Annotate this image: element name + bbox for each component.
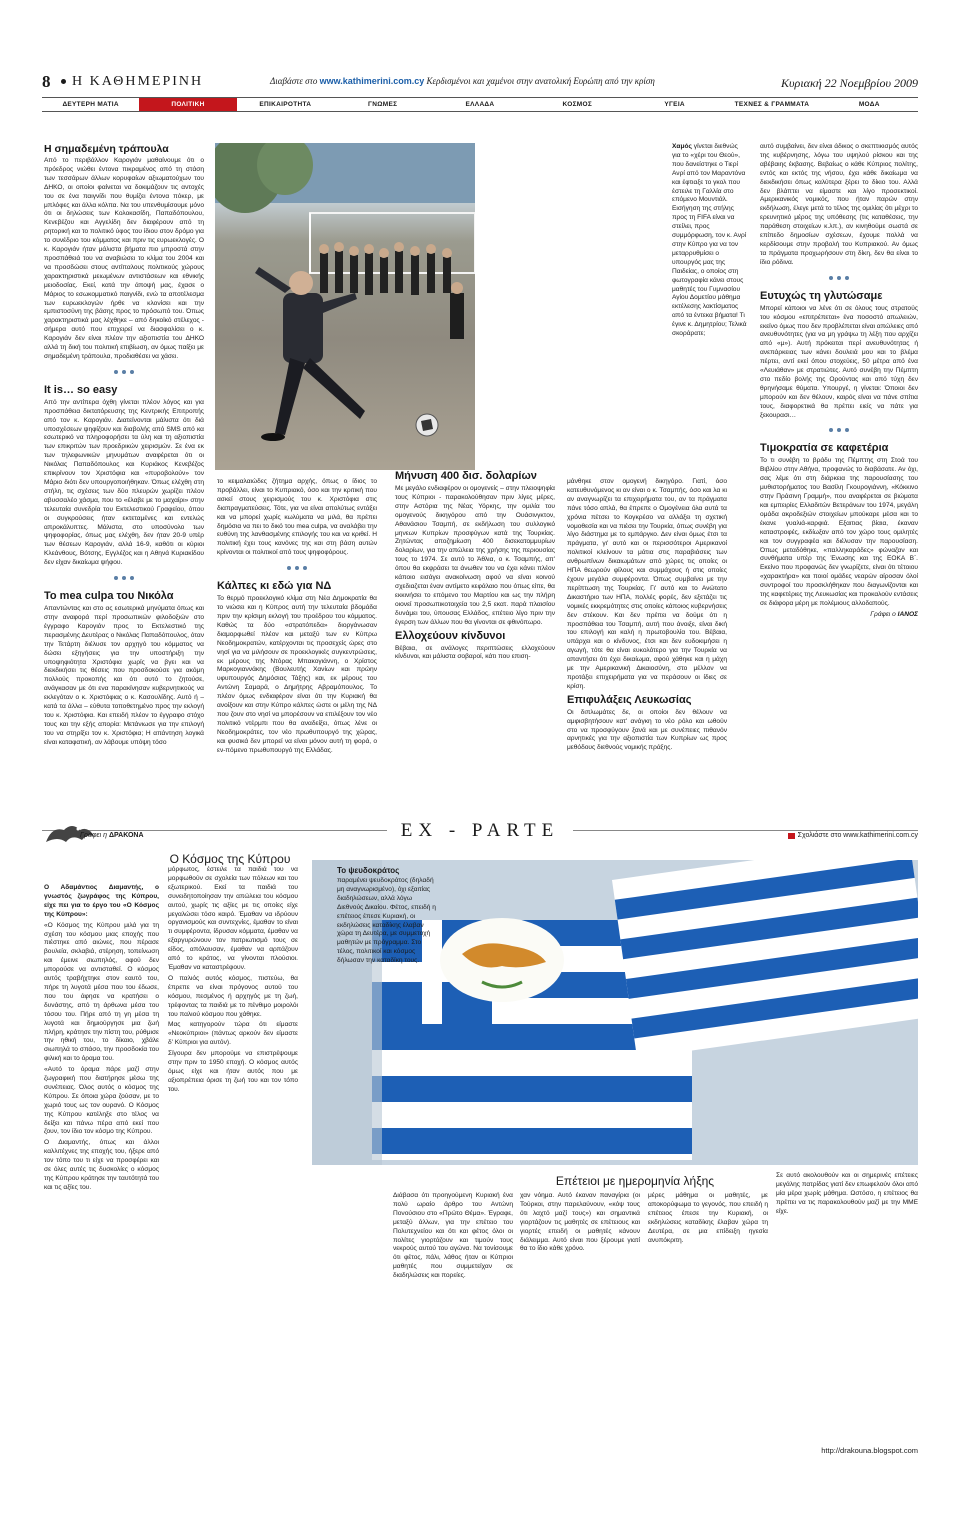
anniversary-column-2 <box>520 1192 640 1444</box>
column-1 <box>44 143 204 803</box>
ex-parte-title: EX - PARTE <box>0 820 960 842</box>
paragraph: αυτό συμβαίνει, δεν είναι άδικος ο σκεπτικισμός αυτός της κυβέρνησης, λόγω του υψηλού ρίσκου και της αβέβαιης έκβασης. Βεβαίως ο κάθε Κύπριος πολίτης, εντός και εκτός της νήσου, έχει κάθε δικαίωμα να διεκδικήσει όπως καλύτερα ξέρει το δίκιο του. Αλλά δεν βλάπτει να είμαστε και λίγο προσεκτικοί. Αμερικανικός νομικός, που ήταν παρών στην εκδήλωση, έλεγε μετά το τέλος της ομιλίας ότι μέχρι το ερευνητικό μέρος της υπόθεσης (τις καταθέσεις, την παράθεση στοιχείων κ.λπ.), αν κινηθούμε σωστά σε επίπεδο δημοσίων σχέσεων, έχουμε πολλά να κερδίσουμε στην προβολή του Κυπριακού. Αν όμως τα πράγματα προχωρήσουν στη δίκη, δεν θα είναι το ίδιο ρόδινα. <box>760 143 918 266</box>
paragraph: Μας κατηγορούν τώρα ότι είμαστε «Νεοκύπριοι» (πάντως αρκούν δεν είμαστε δ' Κύπριοι για αυτόν). <box>168 1021 298 1047</box>
paragraph: «Ο Κόσμος της Κύπρου μιλά για τη σχέση του κόσμου μιας εποχής που πιέστηκε από αιώνες, που πέρασε βουλεία, σκλαβιά, στέρηση, τοπείνωση και έμεινε σιωπηλός, αφού δεν μπορούσε να αντισταθεί. Ο κόσμος αυτός τραβήχτηκε στον εαυτό του, πήρε τη λυγοτά μέσα που του έδωσε, που του άφησε να κρατήσει ο δυνάστης, από τη άρθωνα μέσα του τόσου του. Πήρε από τη γη μέσα τη λυγοτά και δημιούργησε μια ζωή πλήρη, κράτησε την πίστη του, ρύθμισε την ηθική του, το δίκαιο, χβάλε σιωπηλά το σπάσο, την προσδοκία του φιλική και το όραμα του. <box>44 921 159 1063</box>
promo-text: Κερδισμένοι και χαμένοι στην ανατολική Ευρώπη από την κρίση <box>426 76 655 86</box>
nav-item[interactable]: ΚΟΣΜΟΣ <box>562 101 593 108</box>
paragraph: χαν νόημα. Αυτό έκαναν παναγίρια (οι Τούρκοι, στην παρελαύνουν, «κόψ τους ότι λαχτό μαζί τους») και σημαντικά γιορτάζουν τις μαθητές σε επέτειους και γιορτές επειδή οι μαθητές κάνουν διάλειμμα. Αυτό είναι που ξέρουμε γιατί θα το ίδιο κάθε χρόνο. <box>520 1192 640 1253</box>
ex-parte-byline <box>80 832 144 839</box>
headline: Ευτυχώς τη γλυτώσαμε <box>760 289 883 302</box>
headline: Επιφυλάξεις Λευκωσίας <box>567 693 692 706</box>
signature-prefix: Γράφει ο <box>870 610 896 618</box>
separator <box>760 276 918 280</box>
bullet-icon <box>61 79 66 84</box>
paragraph: Διάβασα ότι προηγούμενη Κυριακή ένα πολύ ωραίο άρθρο του Αντώνη Πονούσιου στο «Πρώτο Θέμα». Έγραφε, μεταξύ άλλων, για την επέτειο του Πολυτεχνείου και ότι και φέτος όλοι οι πολίτες γιορτάζουν και τιμούν τους νεκρούς αυτού του αγώνα. Να τονίσουμε ότι φέτος, πάλι, λάθος ήταν οι Κύπριοι μαθητές που συμμετείχαν σε διαδηλώσεις και πορείες. <box>393 1192 513 1280</box>
nav-item[interactable]: ΓΝΩΜΕΣ <box>368 101 398 108</box>
paragraph: «Αυτό το όραμα πάρε μαζί στην ζωγραφική που διατήρησε μέσω της συνέπειας. Όλος αυτός ο κόσμος της Κύπρου. Σε όποια χώρα ζούσαν, με το χωριό τους ως τον ουρανό. Ο Κόσμος της Κύπρου κατέληξε στο τέλος να δείξει και πάνω πέρα από εκεί που ζουν, τον ίδιο τον κόσμο της Κύπρου. <box>44 1066 159 1136</box>
masthead <box>42 72 918 94</box>
football-photo-art <box>215 143 475 470</box>
section-nav <box>42 97 918 112</box>
column-2-lower <box>217 478 377 806</box>
footer-blog-link[interactable]: http://drakouna.blogspot.com <box>821 1446 918 1455</box>
football-photo <box>215 143 475 470</box>
anniversary-column-1 <box>393 1192 513 1444</box>
separator <box>44 370 204 374</box>
paragraph: Σίγουρα δεν μπορούμε να επιστρέψουμε στην πριν το 1950 εποχή. Ο κόσμος αυτός όμως είχε και ήταν αυτός που με αξιοπρέπεια όρισε τη ζωή του και τον τόπο του. <box>168 1050 298 1093</box>
nav-item[interactable]: ΕΠΙΚΑΙΡΟΤΗΤΑ <box>259 101 312 108</box>
column-4-lower <box>567 478 727 806</box>
nav-item[interactable]: ΕΛΛΑΔΑ <box>465 101 495 108</box>
anniversary-column-3 <box>648 1192 768 1444</box>
headline: It is… so easy <box>44 383 118 396</box>
comment-link[interactable] <box>788 832 918 839</box>
comment-icon <box>788 833 795 839</box>
nav-item[interactable]: ΜΟΔΑ <box>858 101 880 108</box>
headline: Το mea culpa του Νικόλα <box>44 590 174 603</box>
paragraph: Απαντώντας και στο ας εσωτερικά μηνύματα όπως και στην αναφορά περί προσωπικών φιλοδοξιών στο έγγραφο Καρογιάν προς το Εκτελεστικό της περασμένης Δευτέρας ο Νικόλας Παπαδόπουλος, όταν την Τετάρτη διέλυσε τον αρχηγό του κόμματος να δώσει εξηγήσεις για την υποστήριξη την υποψηφιότητα Χριστόφια χωρίς να βγει και να διεκδικήσει τις θέσεις που προσδοκούσε για ακόμη πολλούς προκοπής και ότι αυτό το ζητούσε, ανάγκασαν με ότι ενα παρακίνησαν κυβερνητικούς να εκλεγόταν ο κ. Χριστόφιας ο κ. Κασουλίδης. Αυτό ή – κατά τα άλλα – εύθυτα τοποθετημένο προς την εκλογή του κ. Χριστόφια. Και επειδή πλέον το έγγραφο στόχο τους και την εξής απορία: Μετάνιωσε για την επιλογή του να στηρίξει τον κ. Χριστόφια; Η απάντηση λογικά είναι καταφατική, αν λάβουμε υπόψη τόσο <box>44 605 204 746</box>
photo-caption <box>672 143 747 468</box>
page-number: 8 <box>42 72 51 91</box>
headline: Τιμοκρατία σε καφετέρια <box>760 442 889 455</box>
headline: Η σημαδεμένη τράπουλα <box>44 143 169 155</box>
promo-prefix: Διαβάστε στο <box>270 76 318 86</box>
caption-text: γίνεται διεθνώς για το «χέρι του Θεού», που δανείστηκε ο Τιερί Ανρί από τον Μαραντόνα και έφτιαξε το γκολ που έστειλε τη Γαλλία στο επόμενο Μουντιάλ. Εισήγηση της στήλης προς τη FIFA είναι να στείλει, προς συμμόρφωση, τον κ. Ανρί στην Κύπρο για να τον μεταρρυθμίσει ο υπουργός μας της Παιδείας, ο οποίος στη φωτογραφία κάνει στους μαθητές του Γυμνασίου Αγίου Δομετίου μάθημα εκτέλεσης λακτίσματος από τα έντεκα βήματα! Τι έγινε κ. Δημητρίου; Τελικά σκοράρατε; <box>672 143 747 338</box>
paragraph: Οι διπλωμάτες δε, οι οποίοι δεν θέλουν να αμφισβητήσουν κατ' ανάγκη το νέο ρόλο και ωθούν στο να προσφύγουν ξανά και με συνέπειες πιθανόν αρνητικές για την αξιοπιστία των Κυπρίων ως προς μεθόδους διεθνούς νομικής πράξης. <box>567 708 727 752</box>
paragraph: Από την αντίπερα όχθη γίνεται πλέον λόγος και για προσπάθεια δικτατόρευσης της Κεντρικής Επιτροπής από τον κ. Καρογιάν. Διατείνονται μάλιστα ότι διά υποσχέσεων ψηφίζουν και διαβολής από SMS από κα εσωτερικό να πληροφορήσει τα ύλη και τη αξιοπιστία των επικριτών των προεδρικών χειρισμών. Σε ένα εκ των τηλεφωνικών μηνυμάτων αναφέρεται ότι οι Νικόλας Παπαδόπουλος και Κυριάκος Κενεβέζος επικρίνουν τον Χριστόφια και «πυροβολούν» τον Μάριο διότι δεν υπουργοποιήθηκαν. Όπως ελέχθη στη στήλη, τις σχέσεις των δύο πλευρών χωρίζει πλέον αβυσσαλέο χάσμα, που το «έλαβε με το μαχαίρι» στην τελευταία συνεδρία του Εκτελεστικού Γραφείου, όπου οι συγκρούσεις ήταν εκτεταμένες και εντελώς απροκάλυπτες. Μάλιστα, στο υποσύνολο των ψηφοφορίας, όπως μας ελέχθη, δεν ήταν 20-9 υπέρ των θέσεων Καρογιάν, αλλά 16-9, καθότι οι κύριοι Κλεάνθους, Βότσης, Εγγλέζος και η Αθηνά Κυριακίδου δεν είχαν δικαίωμα ψήφου. <box>44 398 204 567</box>
separator <box>760 428 918 432</box>
byline-name: ΔΡΑΚΟΝΑ <box>108 832 144 839</box>
paragraph: Από το περιβάλλον Καρογιάν μαθαίνουμε ότι ο πρόεδρος νιώθει έντονα πικραμένος από τη στάση των τεσσάρων άλλων κορυφαίων αξιωματούχων του ΔΗΚΟ, οι οποίοι φαίνεται να δοκιμάζουν τις αντοχές του σε ένα παιγνίδι που θυμίζει έντονα πόκερ, με μπλόφες και άλλα κόλπα. Να του υπενθυμίσουμε μόνο ότι οι δηλώσεις των Κολοκασίδη, Παπαδόπουλου, Κενεβέζου και Αγγελίδη δεν διαφέρουν από τη ρητορική και το πολιτικό ύφος του ίδιου στον δρόμο για το συνέδριο του κόμματος και πριν τις ευρωεκλογές. Ο κ. Καρογιάν ήταν μάλιστα βήματα πιο μπροστά στην προσπάθειά του να αναβιώσει το κλίμα του 2004 και να προσδώσει στους αντίπαλους πολιτικούς χώρους χαρακτηριστικά μειωμένων αντιστάσεων και εθνικής μειοδοσίας. Εκεί, κατά την άποψή μας, έχασε ο Μάριος το εσωκομματικό παιγνίδι, ενώ τα αποτέλεσμα των ευρωεκλογών ήρθε να κλονίσει και την εμπιστοσύνη της βάσης προς το πρόσωπό του. Όπως χαρακτηριστικά μας λέχθηκε – από δηκοϊκό στέλεχος - σήμερα αυτό που επιχειρεί να διασφαλίσει ο κ. Καρογιάν δεν είναι πλέον την αξιοπιστία του ΔΗΚΟ αλλά τη δική του πολιτική επιβίωση, αν όμως παίξει με σημαδεμένη τράπουλα, προδιαθέσει να χάσει. <box>44 157 204 360</box>
nav-item[interactable]: ΥΓΕΙΑ <box>664 101 685 108</box>
comment-link-text[interactable]: Σχολιάστε στο www.kathimerini.com.cy <box>797 832 918 839</box>
paragraph: μέρες μάθημα οι μαθητές, με αποκορύφωμα το γεγονός, που επειδή η επέτειος έπεσε την Κυριακή, οι εκδηλώσεις καταδίκης έλαβαν χώρα τη Δευτέρα, σε μια επίδειξη ηγεσία ανυπόκριτη. <box>648 1192 768 1244</box>
signature-name: ΙΑΝΟΣ <box>897 610 918 618</box>
headline: Το ψευδοκράτος <box>337 866 400 875</box>
issue-date: Κυριακή 22 Νοεμβρίου 2009 <box>781 76 918 90</box>
paragraph: Ο Διαμαντής, όπως και άλλοι καλλιτέχνες της εποχής του, ήξερε από τον τόπο του τι είχε να προσφέρει και σε όλες αυτές τις δυσκολίες ο κόσμος της Κύπρου κράτησε την ταυτότητά του και τις αξίες του. <box>44 1139 159 1191</box>
paragraph: Σε αυτό ακολουθούν και οι σημερινές επέτειες μεγάλης πατρίδας γιατί δεν επωφελούν όλοι από μία μέρα χωρίς μάθημα. Ωστόσο, η επέτειος θα πρέπει να τις παρακολουθούν μαζί με την ΜΜΕ είχε. <box>776 1172 918 1215</box>
paragraph: μόρφωτος, έστειλε τα παιδιά του να μορφωθούν σε σχολεία των πόλεων και του εξωτερικού. Εκεί τα παιδιά του συνειδητοποίησαν την απώλεια του κόσμου αυτού, χωρίς τις αξίες με τις οποίες είχε μεγαλώσει τόσο καιρό. Έμαθαν να ιδρύουν οργανισμούς και συντεχνίες, έμαθαν το είναι τι συμφέροντα, ίδρυσαν κόμματα, έμαθαν να εξαργυρώνουν τον πατριωτισμό τους σε είδος, απόλαυσαν, έμαθαν να αρπάζουν από το κράτος, να γίνονται πλούσιοι. Έμαθαν να καταστρέφουν. <box>168 866 298 971</box>
nav-item[interactable]: ΔΕΥΤΕΡΗ ΜΑΤΙΑ <box>62 101 119 108</box>
promo-line <box>270 76 655 86</box>
caption-lead: Χαμός <box>672 143 692 150</box>
pseudostate-column <box>337 866 437 1026</box>
signature <box>760 611 918 620</box>
separator <box>217 566 377 570</box>
article-title: Επέτειοι με ημερομηνία λήξης <box>555 1174 715 1188</box>
paragraph: Μπορεί κάποιοι να λένε ότι σε όλους τους στρατούς του κόσμου «επιτρέπεται» ένα ποσοστό απωλειών, εκείνο όμως που δεν προβλέπεται είναι απώλειες από ανευθυνότητες (για να μη γράψω τη λέξη που αρχίζει από «μ»). Αυτή πρόκειται περί ανευθυνότητας ή ανεπάρκειας των κάνει δουλειά μου και το βλέμα πέρτει, αντί εκεί όπου στοχεύεις, 50 μέτρα από ένα «Λευιάθαν» με στρατιώτες. Αυτό συνέβη την Πέμπτη στο πεδίο βολής της Ορούντας και από τύχη δεν θρηνήσαμε θύματα. Υπουργέ, η γίνεται: Όποιοι δεν μπορούν και δεν θέλουν, καιρός είναι να πάνε σπίτια τους, διαφορετικά θα πρέπει ειείς να πάτε για ξεκουρασι… <box>760 304 918 419</box>
paragraph: Ο παλιός αυτός κόσμος, πιστεύω, θα έπρεπε να είναι πρόγονος αυτού του κόσμου, πεσμένος ή αρχηγός με τη ζωή, τρέφοντας τα παιδιά με το πένθιμο μοιρολόι του παλιού κόσμου που χάθηκε. <box>168 974 298 1018</box>
byline-prefix: Γράφει η <box>80 832 108 839</box>
nav-item-active[interactable]: ΠΟΛΙΤΙΚΗ <box>139 98 236 111</box>
paragraph: μάνθηκε στον ομογενή δικηγόρο. Γιατί, όσο κατευθυνόμενος κι αν είναι ο κ. Τσαμπής, όσο και λα κι αν αναγνωρίζει τα επιχειρήματα του, αν τα πράγματα πάνε τόσο απλά, θα έπρεπε ο Ομογένεια όλα αυτά τα χρόνια πέτσει το Κογκρέσο να αλλάξει τη σχετική νομοθεσία και να πιέσει την Τουρκία, όπως συνέβη για λίγο διάστημα με το εμπάργκο. Δεν είναι όμως έτσι τα πράγματα, γι' αυτό και οι περισσότεροι Αμερικανοί πολιτικοί κλείνουν τα μάτια στις παραβιάσεις των ανθρωπίνων δικαιωμάτων από χώρες τις οποίες οι ΗΠΑ θεωρούν φίλους και συμμάχους ή στις οποίες έχουν μεγάλα συμφέροντα. Όπως συμβαίνει με την περίπτωση της Τουρκίας. Γι' αυτό και το Ανώτατο Δικαστήριο των ΗΠΑ, πολλές φορές, δεν εξετάζει τις νομικές εκκρεμότητες στις οποίες κάποιος κυβερνήσεις δεν στέκουν. Και δεν πρέπει να δούμε ότι η προσπάθεια του Τσαμπή, αυτή που άνοιξε, είναι δική του επιλογή και καλή η πρωτοβουλία του. Βέβαια, υπάρχει και ο κίνδυνος, έτσι και δεν ευδοκιμήσει η αγωγή, τότε θα είναι ευκολότερο για την Τουρκία να απαντήσει ότι έχει δικαίωμα, αφού χάθηκε και η μάχη με την Αμερικανική Δικαιοσύνη, στο μέλλον να προτάξει επιχειρήματα για να περάσουν οι ίδιες σε κρίση. <box>567 478 727 690</box>
paragraph: Βέβαια, σε ανάλογες περιπτώσεις ελλοχεύουν κίνδυνοι, και μάλιστα σοβαροί, κάτι που επιση- <box>395 644 555 661</box>
paragraph: Το τι συνέβη το βράδυ της Πέμπτης στη Στοά του Βιβλίου στην Αθήνα, προφανώς το διαβάσατε. Αν όχι, σας λέμε ότι στη διάρκεια της παρουσίασης του μυθιστορήματος του Βασίλη Γκουρογιάννη, «Κόκκινο στην Πράσινη Γραμμή», που αναφέρεται σε βιώματα και εμπειρίες Ελλαδιτών Βετεράνων του 1974, μεγάλη ομάδα ακροδεξιών στοιχείων μπούκαρε μέσα και το έκανε γυαλιά-καρφιά. Εξαιτιας βίαια, έκαναν καταστροφές, εκδίωξαν από τον χώρο τους ομιλητές και τον συγγραφέα και διέλυσαν την παρουσίαση. Όπως μεταδόθηκε, «παλληκαράδες» φώναζαν και συνθήματα υπέρ της Ένωσης και της ΕΟΚΑ Β΄. Εκείνο που προφανώς δεν γνωρίζετε, είναι ότι τέτοιου «χαρακτήρα» και ποιοί ομάδες νεαρών αίροσαν όλοί συντροφοί του προσκλήθηκαν που διαγωνίζονται και της καφετέριες της Λευκωσίας και προκαλούν εντάσεις σε διάφορα μέρη με πολέμιους αλλοδαπούς. <box>760 457 918 607</box>
separator <box>44 576 204 580</box>
anniversary-column-4 <box>776 1172 918 1444</box>
nav-item[interactable]: ΤΕΧΝΕΣ & ΓΡΑΜΜΑΤΑ <box>734 101 810 108</box>
headline: Μήνυση 400 δισ. δολαρίων <box>395 470 537 482</box>
paragraph: Με μεγάλο ενδιαφέρον οι ομογενείς – στην πλειοψηφία τους Κύπριοι - παρακολούθησαν πριν λίγες μέρες, στην Αστόρια της Νέας Υόρκης, την ομιλία του ομογενούς δικηγόρου από την Ουάσινγκτον, Αθανάσιου Τσαμπή, σε εκδήλωση του συλλογικό μηνεων Κυπρίων προσφύγων κατά της Τουρκίας. Ζητώντας αποζημίωση 400 δισεκατομμυρίων δολαρίων, για την απώλεια της χρήσης της περιουσίας τους το 1974. Σε αυτό το Άθλια, ο κ. Τσαμπής, απ' όπου θα εκφράσει τα άνωθεν του να έχει κάνει πλέον κάποιο εισάγει ανακοίνωση αφού να είναι κοινού σχεδιαζεται έναν αντίμετο κεφάλαιο που όπως είπε, θα εκκινήσει το επόμενο του Μαρτίου και ως την πλήρη οιονεί προσωπικοτοιχεία του 2,5 εκατ. παρά πλαισίου δυνάμει του, ύπουσας Ελλάδος, επέτειο λίγο πριν την έγερση των άλλων που θα γίνονται σε φθινόπωρο. <box>395 485 555 626</box>
column-3-lower <box>395 470 555 806</box>
headline: Κάλπες κι εδώ για ΝΔ <box>217 580 332 593</box>
article-intro: Ο Αδαμάντιος Διαμαντής, ο γνωστός ζωγράφος της Κύπρου, είχε πει για το έργο του «Ο Κόσμος της Κύπρου»: <box>44 884 159 918</box>
paragraph: το κειμαλαιώδες ζήτημα αρχής, όπως ο ίδιος το προβάλλει, είναι το Κυπριακό, όσο και την κριτική που ασκεί στους χειρισμούς του κ. Χριστόφια στις διαπραγματεύσεις. Τότε, για να είναι απολύτως εντάξει και να μπορεί χωρίς κωλύματα να μιλά, θα πρέπει δημόσια να πει το δικό του mea culpa, να αναλάβει την ευθύνη της λανθασμένης επιλογής του και να κριθεί. Η πολιτική έχει τους κανόνες της και στη βάση αυτών κρίνονται οι πολιτικοί από τους ψηφοφόρους. <box>217 478 377 557</box>
article-title: Ο Κόσμος της Κύπρου <box>169 852 291 866</box>
paragraph: Το θερμό προεκλογικό κλίμα στη Νέα Δημοκρατία θα το νιώσει και η Κύπρος αυτή την τελευταία βδομάδα πριν την κρίσιμη εκλογή του προέδρου του κόμματος. Καθώς τα δύο «στρατόπεδα» διοργάνωσαν διαμορφωθεί πλέον και μεταξύ των εν Κύπρω Νεοδημοκρατών, κατέρχονται τις προσεχείς ώρες στο νησί για να μιλήσουν σε προεκλογικές συγκεντρώσεις, εκ μέρους της Ντόρας Μπακογιάννη, ο Χρίστος Μαρκογιαννάκης (Βουλευτής Χανίων και πρώην υφυπουργός Δημόσιας Τάξης) και, εκ μέρους του Αντώνη Σαμαρά, ο Δημήτρης Αβραμόπουλος. Το πλέον όμως ενδιαφέρον είναι ότι την Κυριακή θα ανοίξουν και στην Κύπρο κάλπες ώστε οι μέλη της ΝΔ που ζουν στο νησί να μπορέσουν να επιλέξουν τον νέο πολιτικό ντέρμπι που θα αναδείξει, όπως λένε οι Νεοδημοκράτες, τον νέο πρωθυπουργό της χώρας, και φυσικά δεν μπορεί να είναι μόνον αυτή τη φορά, ο εν-πόμενο πρωθυπουργό της Ελλάδας. <box>217 595 377 754</box>
headline: Ελλοχεύουν κίνδυνοι <box>395 629 506 642</box>
paper-name: Η ΚΑΘΗΜΕΡΙΝΗ <box>72 74 204 89</box>
column-5 <box>760 143 918 806</box>
cyprus-column-1 <box>44 884 159 1426</box>
promo-url[interactable]: www.kathimerini.com.cy <box>319 76 425 86</box>
cyprus-column-2 <box>168 866 298 1426</box>
paragraph: παραμένει ψευδοκράτος (δηλαδή μη αναγνωρισμένο), όχι εξαιτίας διαδηλώσεων, αλλά λόγω Διεθνούς Δικαίου. Φέτος, επειδή η επέτειος έπεσε Κυριακή, οι εκδηλώσεις καταδίκης έλαβαν χώρα τη Δευτέρα, με συμμετοχή μαθητών με πρόγραμμα. Στο τέλος, πολιτικοί και κόσμος δήλωσαν την καταδίκη τους. <box>337 877 436 965</box>
